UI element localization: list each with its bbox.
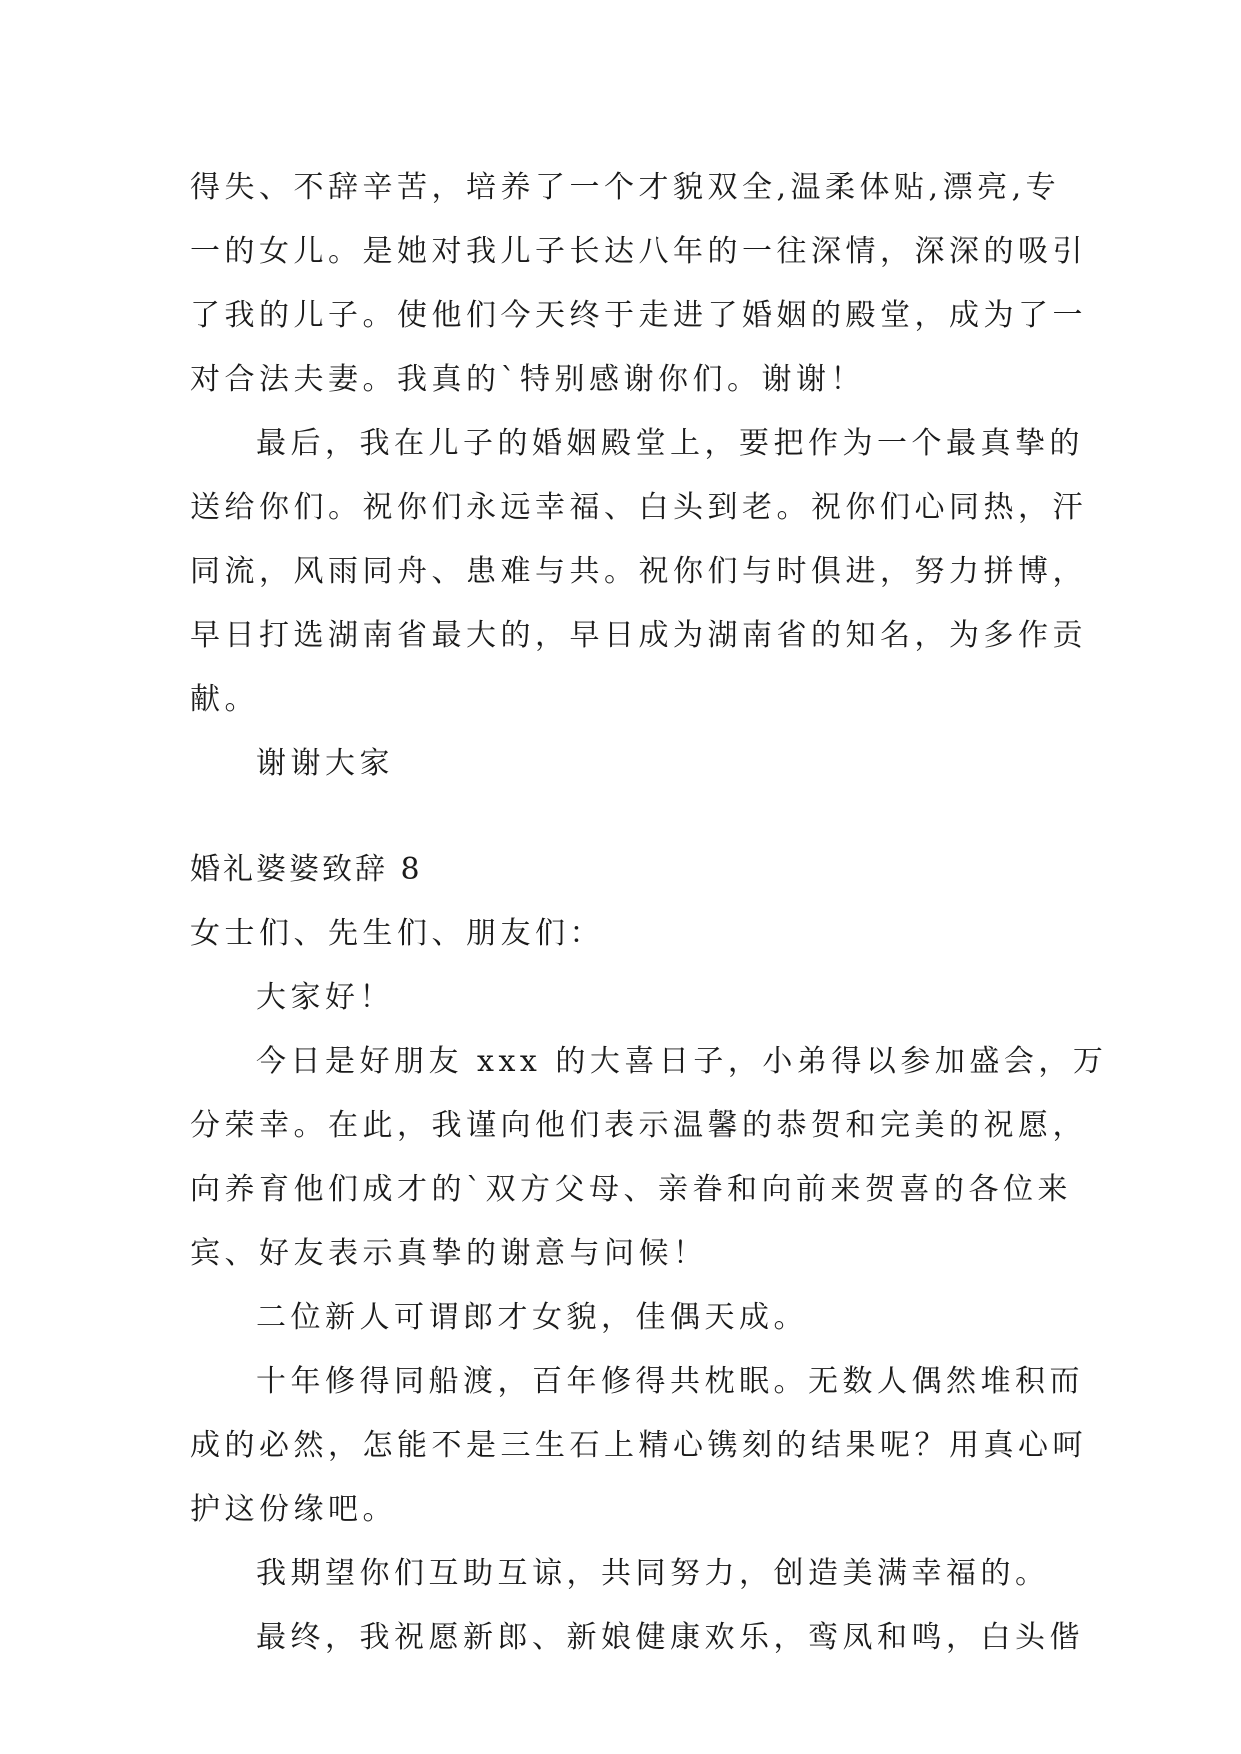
paragraph-line: 十年修得同船渡，百年修得共枕眠。无数人偶然堆积而 — [256, 1364, 1084, 1399]
paragraph-line: 今日是好朋友 xxx 的大喜日子，小弟得以参加盛会，万 — [256, 1044, 1108, 1079]
paragraph-line: 同流，风雨同舟、患难与共。祝你们与时俱进，努力拼博， — [190, 554, 1087, 589]
paragraph-line: 我期望你们互助互谅，共同努力，创造美满幸福的。 — [256, 1556, 1050, 1591]
paragraph-line: 一的女儿。是她对我儿子长达八年的一往深情，深深的吸引 — [190, 234, 1087, 269]
paragraph-line: 成的必然，怎能不是三生石上精心镌刻的结果呢？用真心呵 — [190, 1428, 1087, 1463]
salutation: 女士们、先生们、朋友们： — [190, 916, 604, 951]
paragraph-line: 得失、不辞辛苦，培养了一个才貌双全,温柔体贴,漂亮,专 — [190, 170, 1061, 205]
closing-thanks: 谢谢大家 — [256, 746, 394, 781]
section-heading: 婚礼婆婆致辞 8 — [190, 852, 423, 887]
paragraph-line: 献。 — [190, 682, 259, 717]
paragraph-line: 早日打选湖南省最大的，早日成为湖南省的知名，为多作贡 — [190, 618, 1087, 653]
paragraph-line: 二位新人可谓郎才女貌，佳偶天成。 — [256, 1300, 808, 1335]
paragraph-line: 最后，我在儿子的婚姻殿堂上，要把作为一个最真挚的 — [256, 426, 1084, 461]
greeting: 大家好！ — [256, 980, 394, 1015]
paragraph-line: 宾、好友表示真挚的谢意与问候！ — [190, 1236, 708, 1271]
paragraph-line: 送给你们。祝你们永远幸福、白头到老。祝你们心同热，汗 — [190, 490, 1087, 525]
paragraph-line: 最终，我祝愿新郎、新娘健康欢乐，鸾凤和鸣，白头偕 — [256, 1620, 1084, 1655]
paragraph-line: 向养育他们成才的`双方父母、亲眷和向前来贺喜的各位来 — [190, 1172, 1072, 1207]
paragraph-line: 对合法夫妻。我真的`特别感谢你们。谢谢！ — [190, 362, 865, 397]
paragraph-line: 护这份缘吧。 — [190, 1492, 397, 1527]
paragraph-line: 分荣幸。在此，我谨向他们表示温馨的恭贺和完美的祝愿， — [190, 1108, 1087, 1143]
paragraph-line: 了我的儿子。使他们今天终于走进了婚姻的殿堂，成为了一 — [190, 298, 1087, 333]
